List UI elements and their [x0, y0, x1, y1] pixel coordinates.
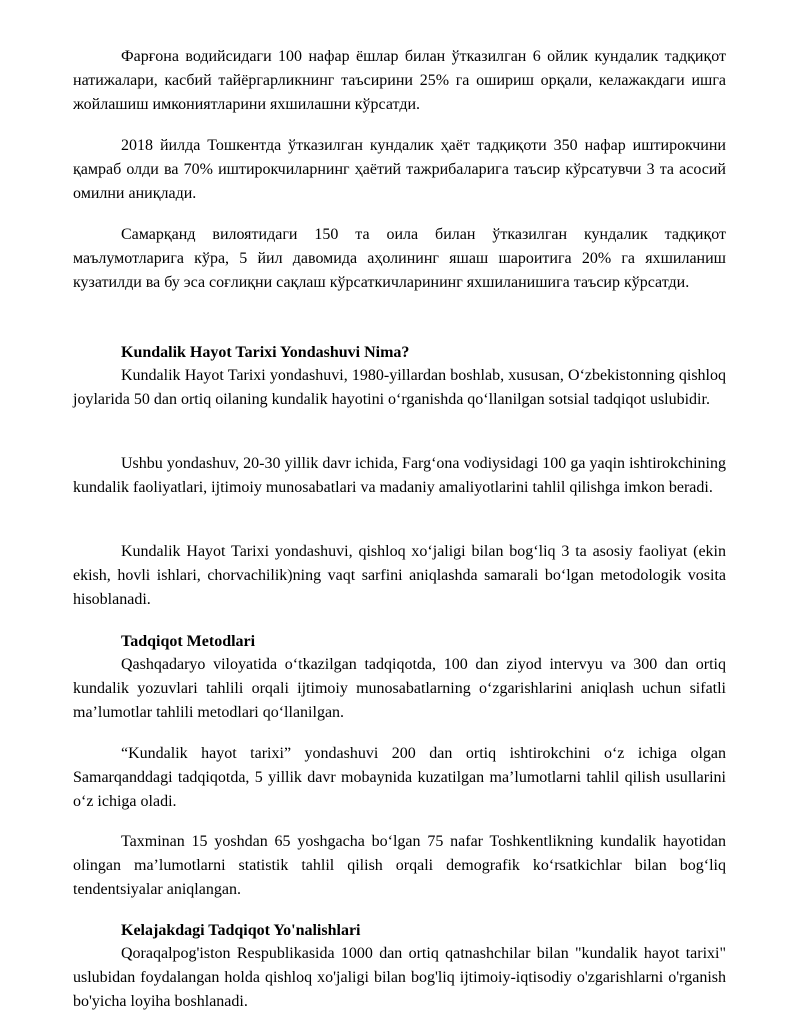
- paragraph-karakalpakstan-project: Qoraqalpog'iston Respublikasida 1000 dan ortiq qatnashchilar bilan "kundalik hayot tarixi" uslubidan foydalangan holda qishloq xo'jaligi bilan bog'liq ijtimoiy-iqtisodiy o'zgarishlarni o'rganish bo'yicha loyiha boshlanadi.: [73, 945, 726, 1010]
- paragraph-tashkent-statistics: Taxminan 15 yoshdan 65 yoshgacha bo‘lgan 75 nafar Toshkentlikning kundalik hayotidan olingan ma’lumotlarni statistik tahlil qilish orqali demografik ko‘rsatkichlar bilan bog‘liq tendentsiyalar aniqlangan.: [73, 833, 726, 898]
- paragraph-fergana-youth-study: Фарғона водийсидаги 100 нафар ёшлар билан ўтказилган 6 ойлик кундалик тадқиқот натижалари, касбий тайёргарликнинг таъсирини 25% га ошириш орқали, келажакдаги ишга жойлашиш имкониятларини яхшилашни кўрсатди.: [73, 48, 726, 113]
- paragraph-approach-agriculture: Kundalik Hayot Tarixi yondashuvi, qishloq xo‘jaligi bilan bog‘liq 3 ta asosiy faoliyat (ekin ekish, hovli ishlari, chorvachilik)ning vaqt sarfini aniqlashda samarali bo‘lgan metodologik vosita hisoblanadi.: [73, 543, 726, 608]
- section-heading-research-methods: Tadqiqot Metodlari: [121, 633, 256, 650]
- section-heading-what-is-approach: Kundalik Hayot Tarixi Yondashuvi Nima?: [121, 344, 410, 361]
- section-heading-future-directions: Kelajakdagi Tadqiqot Yo'nalishlari: [121, 922, 361, 939]
- paragraph-approach-scope: Ushbu yondashuv, 20-30 yillik davr ichida, Farg‘ona vodiysidagi 100 ga yaqin ishtirokchining kundalik faoliyatlari, ijtimoiy munosabatlari va madaniy amaliyotlarini tahlil qilishga imkon beradi.: [73, 455, 726, 496]
- paragraph-samarkand-methods: “Kundalik hayot tarixi” yondashuvi 200 dan ortiq ishtirokchini o‘z ichiga olgan Samarqanddagi tadqiqotda, 5 yillik davr mobaynida kuzatilgan ma’lumotlarni tahlil qilish usullarini o‘z ichiga oladi.: [73, 745, 726, 810]
- paragraph-approach-definition: Kundalik Hayot Tarixi yondashuvi, 1980-yillardan boshlab, xususan, O‘zbekistonning qishloq joylarida 50 dan ortiq oilaning kundalik hayotini o‘rganishda qo‘llanilgan sotsial tadqiqot uslubidir.: [73, 367, 726, 408]
- paragraph-samarkand-families-study: Самарқанд вилоятидаги 150 та оила билан ўтказилган кундалик тадқиқот маълумотларига кўра, 5 йил давомида аҳолининг яшаш шароитига 20% га яхшиланиш кузатилди ва бу эса соғлиқни сақлаш кўрсаткичларининг яхшиланишига таъсир кўрсатди.: [73, 226, 726, 291]
- paragraph-kashkadarya-methods: Qashqadaryo viloyatida o‘tkazilgan tadqiqotda, 100 dan ziyod intervyu va 300 dan ortiq kundalik yozuvlari tahlili orqali ijtimoiy munosabatlarning o‘zgarishlarini aniqlash uchun sifatli ma’lumotlar tahlili metodlari qo‘llanilgan.: [73, 656, 726, 721]
- paragraph-tashkent-2018-study: 2018 йилда Тошкентда ўтказилган кундалик ҳаёт тадқиқоти 350 нафар иштирокчини қамраб олди ва 70% иштирокчиларнинг ҳаётий тажрибаларига таъсир кўрсатувчи 3 та асосий омилни аниқлади.: [73, 137, 726, 202]
